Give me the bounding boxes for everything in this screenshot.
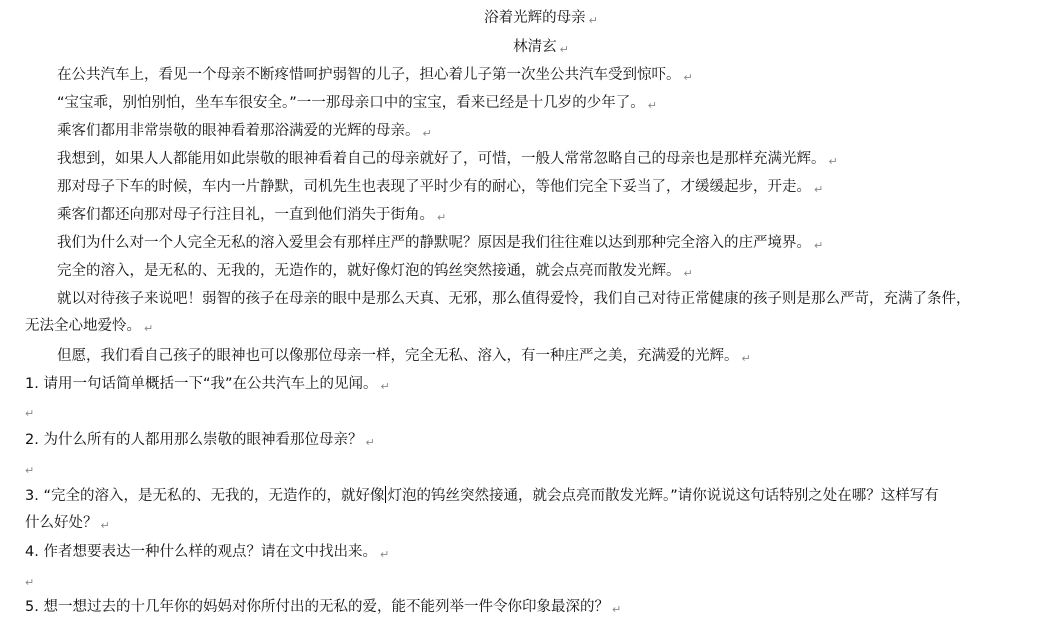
paragraph: 但愿，我们看自己孩子的眼神也可以像那位母亲一样，完全无私、溶入，有一种庄严之美，充满爱的光辉。 ↵ — [57, 348, 751, 365]
paragraph-mark-icon: ↵ — [741, 352, 751, 365]
paragraph: 我们为什么对一个人完全无私的溶入爱里会有那样庄严的静默呢？原因是我们往往难以达到那种完全溶入的庄严境界。 ↵ — [57, 235, 824, 252]
paragraph: 我想到，如果人人都能用如此崇敬的眼神看着自己的母亲就好了，可惜，一般人常常忽略自己的母亲也是那样充满光辉。 ↵ — [57, 151, 838, 168]
paragraph: 就以对待孩子来说吧！弱智的孩子在母亲的眼中是那么天真、无邪，那么值得爱怜，我们自己对待正常健康的孩子则是那么严苛，充满了条件， — [57, 291, 971, 307]
paragraph: “宝宝乖，别怕别怕，坐车车很安全。”一一那母亲口中的宝宝，看来已经是十几岁的少年了。 ↵ — [57, 95, 657, 112]
blank-line — [25, 401, 34, 421]
paragraph-mark-icon: ↵ — [422, 127, 432, 140]
paragraph-continuation: 无法全心地爱怜。 ↵ — [25, 318, 154, 335]
paragraph-mark-icon: ↵ — [611, 603, 622, 616]
paragraph-mark-icon: ↵ — [25, 576, 35, 589]
question-4: 4. 作者想要表达一种什么样的观点？请在文中找出来。 ↵ — [25, 544, 390, 561]
paragraph-mark-icon: ↵ — [588, 14, 598, 27]
question-2: 2. 为什么所有的人都用那么崇敬的眼神看那位母亲？ ↵ — [25, 432, 375, 449]
blank-line — [25, 458, 34, 478]
blank-line — [25, 570, 34, 590]
paragraph-mark-icon: ↵ — [828, 155, 838, 168]
question-3: 3. “完全的溶入，是无私的、无我的，无造作的，就好像 灯泡的钨丝突然接通，就会点亮而散发光辉。”请你说说这句话特别之处在哪？这样写有 — [25, 488, 939, 504]
paragraph-mark-icon: ↵ — [100, 519, 110, 532]
paragraph-mark-icon: ↵ — [437, 211, 447, 224]
paragraph-mark-icon: ↵ — [25, 464, 35, 477]
paragraph: 那对母子下车的时候，车内一片静默，司机先生也表现了平时少有的耐心，等他们完全下妥当了，才缓缓起步，开走。 ↵ — [57, 179, 824, 196]
question-3-continuation: 什么好处？ ↵ — [25, 515, 110, 532]
paragraph-mark-icon: ↵ — [814, 183, 824, 196]
document-author: 林清玄 ↵ — [513, 39, 569, 56]
paragraph-mark-icon: ↵ — [683, 267, 693, 280]
paragraph-mark-icon: ↵ — [365, 436, 375, 449]
paragraph-mark-icon: ↵ — [647, 99, 657, 112]
question-1: 1. 请用一句话简单概括一下“我”在公共汽车上的见闻。 ↵ — [25, 376, 390, 393]
paragraph: 乘客们都用非常崇敬的眼神看着那浴满爱的光辉的母亲。 ↵ — [57, 123, 432, 140]
paragraph-mark-icon: ↵ — [144, 322, 154, 335]
document-title: 浴着光辉的母亲 ↵ — [484, 10, 598, 27]
paragraph: 乘客们都还向那对母子行注目礼，一直到他们消失于街角。 ↵ — [57, 207, 447, 224]
paragraph-mark-icon: ↵ — [25, 407, 35, 420]
paragraph-mark-icon: ↵ — [814, 239, 824, 252]
paragraph: 完全的溶入，是无私的、无我的，无造作的，就好像灯泡的钨丝突然接通，就会点亮而散发光辉。 ↵ — [57, 263, 693, 280]
question-5: 5. 想一想过去的十几年你的妈妈对你所付出的无私的爱，能不能列举一件令你印象最深的？ ↵ — [25, 599, 622, 616]
paragraph-mark-icon: ↵ — [683, 71, 693, 84]
paragraph: 在公共汽车上，看见一个母亲不断疼惜呵护弱智的儿子，担心着儿子第一次坐公共汽车受到惊吓。 ↵ — [57, 67, 693, 84]
paragraph-mark-icon: ↵ — [380, 380, 390, 393]
paragraph-mark-icon: ↵ — [379, 548, 390, 561]
paragraph-mark-icon: ↵ — [559, 43, 569, 56]
